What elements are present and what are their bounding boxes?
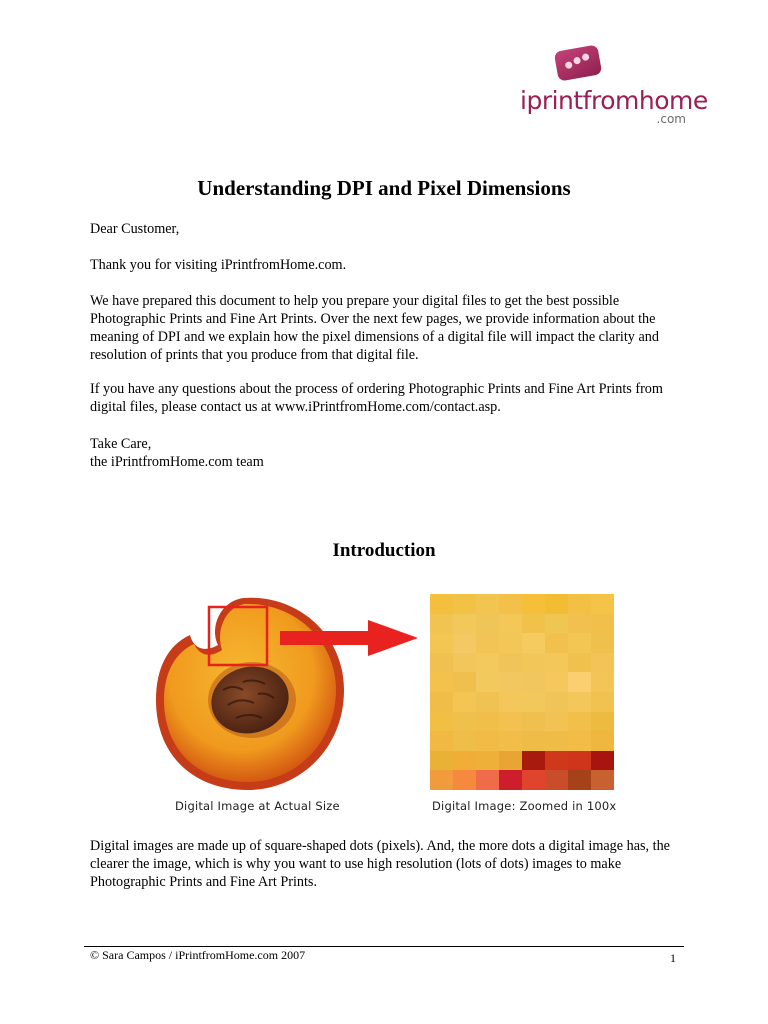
pixel-cell	[499, 751, 522, 771]
pixel-cell	[522, 731, 545, 751]
pixel-cell	[476, 633, 499, 653]
pixel-cell	[430, 751, 453, 771]
pixel-cell	[430, 594, 453, 614]
pixel-cell	[522, 672, 545, 692]
pixel-cell	[591, 653, 614, 673]
contact-paragraph: If you have any questions about the process of ordering Photographic Prints and Fine Art Prints from digital files, please contact us at www.iPrintfromHome.com/contact.asp.	[90, 381, 663, 415]
pixel-cell	[453, 672, 476, 692]
pixel-cell	[499, 633, 522, 653]
intro-paragraph: We have prepared this document to help you prepare your digital files to get the best possible Photographic Prints and Fine Art Prints. Over the next few pages, we provide information about the meaning of DPI and we explain how the pixel dimensions of a digital file will impact the clarity and resolution of prints that you produce from that digital file.	[90, 293, 659, 363]
pixel-cell	[499, 653, 522, 673]
pixel-cell	[568, 712, 591, 732]
pixel-cell	[568, 672, 591, 692]
pixel-cell	[568, 770, 591, 790]
pixel-cell	[476, 653, 499, 673]
pixel-cell	[430, 692, 453, 712]
pixel-cell	[568, 633, 591, 653]
pixel-cell	[522, 633, 545, 653]
pixel-cell	[545, 770, 568, 790]
pixel-cell	[545, 594, 568, 614]
caption-actual-size: Digital Image at Actual Size	[175, 799, 340, 813]
pixel-cell	[591, 672, 614, 692]
pixel-cell	[453, 770, 476, 790]
pixel-cell	[499, 712, 522, 732]
pixel-cell	[522, 751, 545, 771]
pixel-cell	[568, 614, 591, 634]
pixel-cell	[499, 770, 522, 790]
pixel-cell	[476, 692, 499, 712]
pixel-cell	[591, 712, 614, 732]
pixel-cell	[522, 770, 545, 790]
pixel-cell	[568, 653, 591, 673]
pixel-cell	[499, 672, 522, 692]
pixel-cell	[545, 751, 568, 771]
pixel-cell	[430, 633, 453, 653]
pixel-cell	[476, 614, 499, 634]
pixel-cell	[430, 712, 453, 732]
pixel-cell	[568, 731, 591, 751]
pixel-cell	[453, 614, 476, 634]
logo-badge-icon	[554, 44, 603, 81]
pixel-cell	[522, 594, 545, 614]
pixel-cell	[568, 692, 591, 712]
pixel-cell	[591, 614, 614, 634]
pixel-cell	[591, 731, 614, 751]
pixel-cell	[430, 614, 453, 634]
pixel-cell	[453, 633, 476, 653]
greeting: Dear Customer,	[90, 221, 180, 237]
footer-copyright: © Sara Campos / iPrintfromHome.com 2007	[90, 948, 306, 962]
signoff-line-2: the iPrintfromHome.com team	[90, 454, 264, 470]
pixel-cell	[476, 770, 499, 790]
pixel-cell	[476, 751, 499, 771]
pixels-paragraph: Digital images are made up of square-shaped dots (pixels). And, the more dots a digital image has, the clearer the image, which is why you want to use high resolution (lots of dots) images to make Photographic Prints and Fine Art Prints.	[90, 838, 670, 890]
pixel-cell	[568, 751, 591, 771]
pixel-cell	[522, 692, 545, 712]
pixel-cell	[545, 614, 568, 634]
logo-suffix: .com	[656, 112, 686, 126]
pixel-cell	[453, 712, 476, 732]
pixel-cell	[476, 731, 499, 751]
pixel-cell	[522, 653, 545, 673]
pixel-cell	[453, 653, 476, 673]
pixel-cell	[430, 653, 453, 673]
pixel-cell	[545, 672, 568, 692]
pixel-cell	[476, 672, 499, 692]
pixel-cell	[545, 731, 568, 751]
pixel-cell	[591, 594, 614, 614]
pixel-cell	[499, 614, 522, 634]
pixel-cell	[476, 594, 499, 614]
page-title: Understanding DPI and Pixel Dimensions	[197, 176, 571, 200]
pixel-cell	[453, 731, 476, 751]
pixel-cell	[499, 692, 522, 712]
logo	[520, 48, 708, 128]
caption-zoomed: Digital Image: Zoomed in 100x	[432, 799, 617, 813]
pixel-cell	[545, 712, 568, 732]
pixel-cell	[591, 633, 614, 653]
pixel-cell	[591, 770, 614, 790]
pixel-cell	[453, 751, 476, 771]
pixel-cell	[545, 692, 568, 712]
pixel-cell	[430, 672, 453, 692]
pixel-cell	[545, 653, 568, 673]
footer-rule	[84, 946, 684, 947]
pixel-cell	[499, 731, 522, 751]
section-heading: Introduction	[332, 540, 436, 561]
pixel-cell	[430, 770, 453, 790]
zoom-arrow-icon	[280, 620, 420, 656]
page-number: 1	[670, 951, 676, 965]
pixel-cell	[453, 594, 476, 614]
pixel-cell	[522, 712, 545, 732]
pixel-cell	[476, 712, 499, 732]
pixel-cell	[499, 594, 522, 614]
pixel-cell	[568, 594, 591, 614]
signoff-line-1: Take Care,	[90, 436, 152, 452]
logo-wordmark: iprintfromhome	[520, 86, 708, 115]
thanks-paragraph: Thank you for visiting iPrintfromHome.com.	[90, 257, 347, 273]
zoomed-pixel-grid	[430, 594, 614, 790]
pixel-cell	[430, 731, 453, 751]
pixel-cell	[591, 692, 614, 712]
pixel-cell	[522, 614, 545, 634]
pixel-cell	[545, 633, 568, 653]
pixel-cell	[591, 751, 614, 771]
pixel-cell	[453, 692, 476, 712]
